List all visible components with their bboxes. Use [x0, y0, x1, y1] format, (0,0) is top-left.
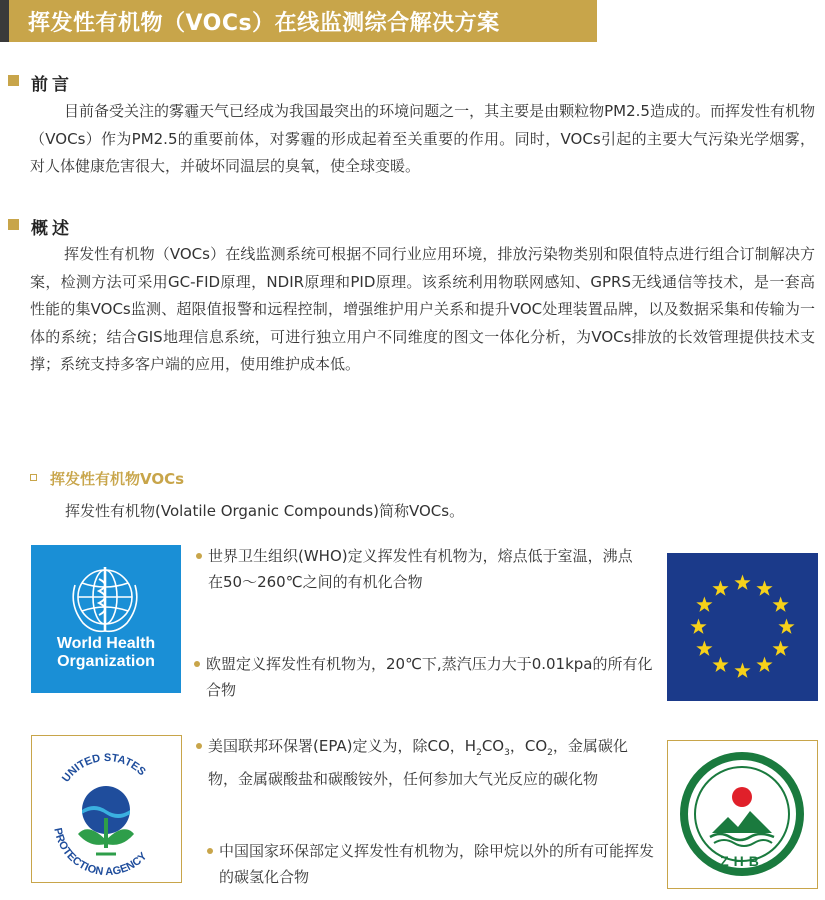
epa-logo: [31, 735, 182, 883]
preface-paragraph: 目前备受关注的雾霾天气已经成为我国最突出的环境问题之一，其主要是由颗粒物PM2.5造成的。而挥发性有机物（VOCs）作为PM2.5的重要前体，对雾霾的形成起着至关重要的作用。同时，VOCs引起的主要大气污染光学烟雾，对人体健康危害很大，并破坏同温层的臭氧，使全球变暖。: [30, 102, 815, 175]
svg-text:PROTECTION AGENCY: PROTECTION AGENCY: [51, 826, 150, 879]
overview-paragraph: 挥发性有机物（VOCs）在线监测系统可根据不同行业应用环境，排放污染物类别和限值特点进行组合订制解决方案，检测方法可采用GC-FID原理，NDIR原理和PID原理。该系统利用物联网感知、GPRS无线通信等技术，是一套高性能的集VOCs监测、超限值报警和远程控制，增强维护用户关系和提升VOC处理装置品牌，以及数据采集和传输为一体的系统；结合GIS地理信息系统，可进行独立用户不同维度的图文一体化分析，为VOCs排放的长效管理提供技术支撑；系统支持多客户端的应用，使用维护成本低。: [30, 245, 815, 373]
bullet-icon: [207, 848, 213, 854]
svg-text:UNITED STATES: UNITED STATES: [60, 751, 148, 785]
title-banner: [0, 0, 597, 42]
who-logo: [31, 545, 181, 693]
vocs-intro: 挥发性有机物(Volatile Organic Compounds)简称VOCs。: [65, 502, 465, 520]
hollow-square-icon: [30, 474, 37, 481]
zhb-logo-text: ZHB: [720, 853, 764, 869]
epa-flower-icon: [78, 786, 134, 854]
vocs-heading-label: 挥发性有机物VOCs: [50, 470, 185, 488]
preface-heading-label: 前言: [31, 75, 73, 95]
bullet-icon: [196, 553, 202, 559]
who-logo-text-line1: World Health: [56, 635, 156, 652]
bullet-icon: [194, 661, 200, 667]
eu-flag-logo: [667, 553, 818, 701]
eu-definition-text: 欧盟定义挥发性有机物为，20℃下,蒸汽压力大于0.01kpa的所有化合物: [206, 655, 653, 699]
epa-definition-text: 美国联邦环保署(EPA)定义为，除CO，$H_2CO_3$，$CO_2$，金属碳化物，金属碳酸盐和碳酸铵外，任何参加大气光反应的碳化物: [208, 737, 628, 788]
section-marker-icon: [8, 75, 19, 86]
overview-heading-label: 概述: [31, 219, 73, 239]
china-definition: [207, 838, 657, 890]
banner-accent-bar: [0, 0, 9, 42]
epa-definition: [196, 733, 651, 792]
who-definition-text: 世界卫生组织(WHO)定义挥发性有机物为，熔点低于室温，沸点在50～260℃之间的有机化合物: [208, 547, 633, 591]
china-definition-text: 中国国家环保部定义挥发性有机物为，除甲烷以外的所有可能挥发的碳氢化合物: [219, 842, 655, 886]
who-logo-text-line2: Organization: [57, 653, 155, 670]
section-marker-icon: [8, 219, 19, 230]
page-title: 挥发性有机物（VOCs）在线监测综合解决方案: [28, 11, 500, 36]
zhb-logo: [667, 740, 818, 889]
eu-definition: [194, 651, 659, 703]
who-definition: [196, 543, 641, 595]
bullet-icon: [196, 743, 202, 749]
